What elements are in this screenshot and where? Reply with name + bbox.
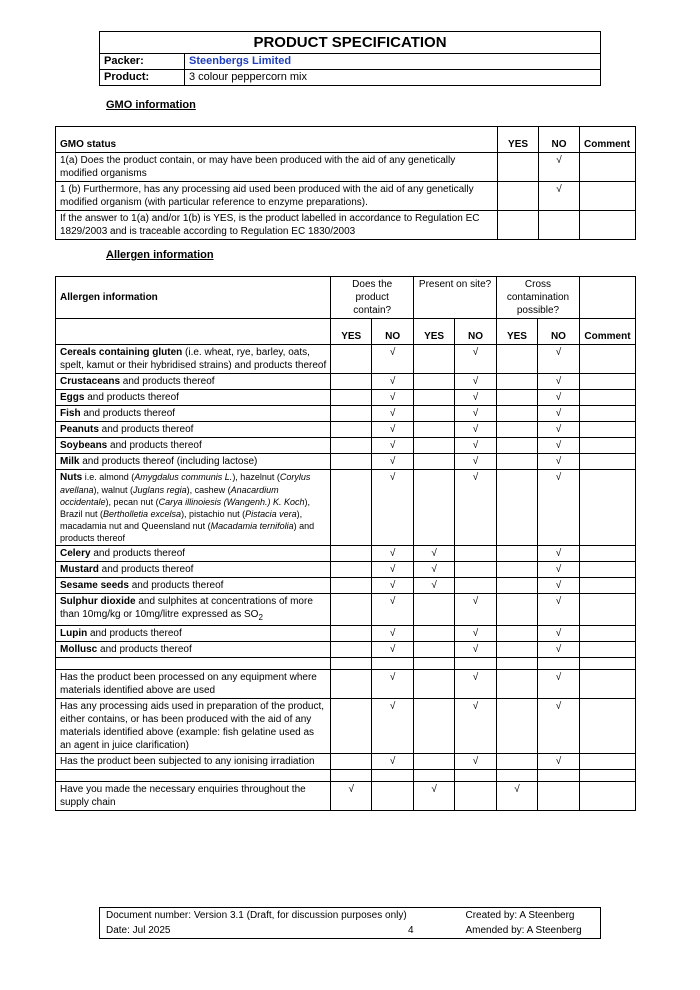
sesame-site-yes-cell: √ [414, 578, 455, 594]
celery-site-no-cell [455, 546, 497, 562]
crustaceans-contain-yes-cell [331, 374, 372, 390]
crustaceans-comment-cell [579, 374, 635, 390]
fish-cross-no-cell: √ [537, 406, 579, 422]
irradiation-cross-yes-cell [497, 754, 538, 770]
irradiation-site-no-cell: √ [455, 754, 497, 770]
lupin-site-no-cell: √ [455, 626, 497, 642]
table-row [56, 390, 636, 406]
peanuts-contain-yes-cell [331, 422, 372, 438]
milk-cross-no-cell: √ [537, 454, 579, 470]
fish-contain-yes-cell [331, 406, 372, 422]
nuts-site-no-cell: √ [455, 470, 497, 546]
enquiries-comment-cell [579, 782, 635, 811]
nuts-comment-cell [579, 470, 635, 546]
gmo-question-labelling: If the answer to 1(a) and/or 1(b) is YES, is the product labelled in accordance to Regulation EC 1829/2003 and is traceable according to Regulation EC 1830/2003 [56, 211, 498, 240]
mustard-comment-cell [579, 562, 635, 578]
cross-no-header: NO [537, 319, 579, 345]
soybeans-comment-cell [579, 438, 635, 454]
table-row [56, 699, 636, 754]
mollusc-site-yes-cell [414, 642, 455, 658]
question-enquiries: Have you made the necessary enquiries throughout the supply chain [56, 782, 331, 811]
eggs-contain-no-cell: √ [372, 390, 414, 406]
table-row [56, 594, 636, 626]
yn-header-blank [56, 319, 331, 345]
table-row [56, 470, 636, 546]
packer-value: Steenbergs Limited [185, 54, 601, 70]
irradiation-site-yes-cell [414, 754, 455, 770]
enquiries-cross-no-cell [537, 782, 579, 811]
table-row [56, 642, 636, 658]
group-header-blank [579, 277, 635, 319]
celery-contain-yes-cell [331, 546, 372, 562]
gmo-yes-header: YES [498, 127, 539, 153]
celery-contain-no-cell: √ [372, 546, 414, 562]
gmo-comment-header: Comment [579, 127, 635, 153]
equipment-cross-no-cell: √ [537, 670, 579, 699]
sulphur-cross-no-cell: √ [537, 594, 579, 626]
mustard-cross-yes-cell [497, 562, 538, 578]
irradiation-comment-cell [579, 754, 635, 770]
gmo-status-header: GMO status [56, 127, 498, 153]
processing-site-yes-cell [414, 699, 455, 754]
table-row [56, 454, 636, 470]
processing-site-no-cell: √ [455, 699, 497, 754]
mollusc-cross-yes-cell [497, 642, 538, 658]
allergen-sulphur-label: Sulphur dioxide and sulphites at concentrations of more than 10mg/kg or 10mg/litre expressed as $SO_2$ [56, 594, 331, 626]
sulphur-cross-yes-cell [497, 594, 538, 626]
gmo-question-1a: 1(a) Does the product contain, or may have been produced with the aid of any genetically modified organisms [56, 153, 498, 182]
table-row [56, 345, 636, 374]
mustard-site-no-cell [455, 562, 497, 578]
table-row [56, 374, 636, 390]
lupin-contain-no-cell: √ [372, 626, 414, 642]
eggs-site-yes-cell [414, 390, 455, 406]
sesame-comment-cell [579, 578, 635, 594]
crustaceans-site-yes-cell [414, 374, 455, 390]
allergen-mollusc-label: Mollusc and products thereof [56, 642, 331, 658]
allergen-sesame-label: Sesame seeds and products thereof [56, 578, 331, 594]
group-header-site: Present on site? [414, 277, 497, 319]
celery-cross-no-cell: √ [537, 546, 579, 562]
gmo-1b-no: √ [539, 182, 580, 211]
sulphur-contain-no-cell: √ [372, 594, 414, 626]
lupin-cross-no-cell: √ [537, 626, 579, 642]
sesame-cross-no-cell: √ [537, 578, 579, 594]
irradiation-contain-yes-cell [331, 754, 372, 770]
eggs-cross-no-cell: √ [537, 390, 579, 406]
allergen-crustaceans-label: Crustaceans and products thereof [56, 374, 331, 390]
milk-contain-yes-cell [331, 454, 372, 470]
footer-created-by: Created by: A Steenberg [465, 910, 575, 921]
irradiation-contain-no-cell: √ [372, 754, 414, 770]
equipment-contain-yes-cell [331, 670, 372, 699]
page-title: PRODUCT SPECIFICATION [100, 32, 601, 54]
nuts-contain-no-cell: √ [372, 470, 414, 546]
mustard-contain-yes-cell [331, 562, 372, 578]
processing-contain-yes-cell [331, 699, 372, 754]
sesame-contain-yes-cell [331, 578, 372, 594]
lupin-contain-yes-cell [331, 626, 372, 642]
nuts-cross-yes-cell [497, 470, 538, 546]
question-processing-aids: Has any processing aids used in preparation of the product, either contains, or has been produced with the aid of any materials identified above (example: fish gelatine used as an agent in juice clarification) [56, 699, 331, 754]
mustard-site-yes-cell: √ [414, 562, 455, 578]
nuts-contain-yes-cell [331, 470, 372, 546]
product-value: 3 colour peppercorn mix [185, 70, 601, 86]
site-yes-header: YES [414, 319, 455, 345]
peanuts-contain-no-cell: √ [372, 422, 414, 438]
enquiries-cross-yes-cell: √ [497, 782, 538, 811]
cereals-cross-no-cell: √ [537, 345, 579, 374]
fish-contain-no-cell: √ [372, 406, 414, 422]
eggs-comment-cell [579, 390, 635, 406]
soybeans-contain-yes-cell [331, 438, 372, 454]
allergen-nuts-label: Nuts i.e. almond (Amygdalus communis L.), hazelnut (Corylus avellana), walnut (Juglans regia), cashew (Anacardium occidentale), pecan nut (Carya illinoiesis (Wangenh.) K. Koch), Brazil nut (Bertholletia excelsa), pistachio nut (Pistacia vera), macadamia nut and Queensland nut (Macadamia ternifolia) and products thereof [56, 470, 331, 546]
gmo-1a-no: √ [539, 153, 580, 182]
question-irradiation: Has the product been subjected to any ionising irradiation [56, 754, 331, 770]
allergen-fish-label: Fish and products thereof [56, 406, 331, 422]
table-row [56, 562, 636, 578]
table-row [56, 626, 636, 642]
spacer-row [56, 658, 636, 670]
cereals-site-no-cell: √ [455, 345, 497, 374]
cereals-contain-no-cell: √ [372, 345, 414, 374]
table-row [56, 153, 636, 182]
allergen-peanuts-label: Peanuts and products thereof [56, 422, 331, 438]
footer-date: Date: Jul 2025 [106, 925, 171, 936]
equipment-site-no-cell: √ [455, 670, 497, 699]
sulphur-site-yes-cell [414, 594, 455, 626]
footer-amended-by: Amended by: A Steenberg [465, 925, 582, 936]
gmo-1b-comment [579, 182, 635, 211]
milk-cross-yes-cell [497, 454, 538, 470]
table-row [56, 182, 636, 211]
gmo-labelling-yes [498, 211, 539, 240]
table-row [56, 670, 636, 699]
gmo-heading: GMO information [106, 99, 196, 111]
equipment-comment-cell [579, 670, 635, 699]
cereals-site-yes-cell [414, 345, 455, 374]
celery-cross-yes-cell [497, 546, 538, 562]
soybeans-site-no-cell: √ [455, 438, 497, 454]
enquiries-contain-yes-cell: √ [331, 782, 372, 811]
gmo-question-1b: 1 (b) Furthermore, has any processing aid used been produced with the aid of any genetically modified organism (with particular reference to enzyme preparations). [56, 182, 498, 211]
peanuts-site-yes-cell [414, 422, 455, 438]
milk-site-yes-cell [414, 454, 455, 470]
mollusc-contain-no-cell: √ [372, 642, 414, 658]
group-header-contain: Does the product contain? [331, 277, 414, 319]
product-label: Product: [100, 70, 185, 86]
nuts-site-yes-cell [414, 470, 455, 546]
table-row [56, 422, 636, 438]
sesame-site-no-cell [455, 578, 497, 594]
nuts-cross-no-cell: √ [537, 470, 579, 546]
processing-cross-yes-cell [497, 699, 538, 754]
celery-site-yes-cell: √ [414, 546, 455, 562]
soybeans-site-yes-cell [414, 438, 455, 454]
cross-yes-header: YES [497, 319, 538, 345]
table-row [56, 406, 636, 422]
peanuts-site-no-cell: √ [455, 422, 497, 438]
allergen-soybeans-label: Soybeans and products thereof [56, 438, 331, 454]
fish-site-no-cell: √ [455, 406, 497, 422]
table-row [56, 782, 636, 811]
sulphur-contain-yes-cell [331, 594, 372, 626]
eggs-cross-yes-cell [497, 390, 538, 406]
milk-site-no-cell: √ [455, 454, 497, 470]
fish-cross-yes-cell [497, 406, 538, 422]
allergen-mustard-label: Mustard and products thereof [56, 562, 331, 578]
gmo-table [55, 126, 636, 240]
peanuts-cross-yes-cell [497, 422, 538, 438]
allergen-cereals-label: Cereals containing gluten (i.e. wheat, rye, barley, oats, spelt, kamut or their hybridised strains) and products thereof [56, 345, 331, 374]
mustard-cross-no-cell: √ [537, 562, 579, 578]
spec-header-table [99, 31, 601, 86]
question-equipment: Has the product been processed on any equipment where materials identified above are used [56, 670, 331, 699]
mollusc-cross-no-cell: √ [537, 642, 579, 658]
peanuts-comment-cell [579, 422, 635, 438]
packer-label: Packer: [100, 54, 185, 70]
cereals-cross-yes-cell [497, 345, 538, 374]
sesame-contain-no-cell: √ [372, 578, 414, 594]
crustaceans-cross-no-cell: √ [537, 374, 579, 390]
table-row [56, 754, 636, 770]
gmo-no-header: NO [539, 127, 580, 153]
irradiation-cross-no-cell: √ [537, 754, 579, 770]
soybeans-contain-no-cell: √ [372, 438, 414, 454]
table-row [56, 211, 636, 240]
sesame-cross-yes-cell [497, 578, 538, 594]
allergen-heading: Allergen information [106, 249, 214, 261]
allergen-label-header: Allergen information [56, 277, 331, 319]
processing-cross-no-cell: √ [537, 699, 579, 754]
group-header-cross: Cross contamination possible? [497, 277, 580, 319]
eggs-site-no-cell: √ [455, 390, 497, 406]
gmo-1b-yes [498, 182, 539, 211]
mollusc-site-no-cell: √ [455, 642, 497, 658]
equipment-cross-yes-cell [497, 670, 538, 699]
equipment-site-yes-cell [414, 670, 455, 699]
allergen-milk-label: Milk and products thereof (including lactose) [56, 454, 331, 470]
lupin-cross-yes-cell [497, 626, 538, 642]
milk-comment-cell [579, 454, 635, 470]
mustard-contain-no-cell: √ [372, 562, 414, 578]
allergen-lupin-label: Lupin and products thereof [56, 626, 331, 642]
contain-yes-header: YES [331, 319, 372, 345]
cereals-contain-yes-cell [331, 345, 372, 374]
processing-comment-cell [579, 699, 635, 754]
peanuts-cross-no-cell: √ [537, 422, 579, 438]
allergen-celery-label: Celery and products thereof [56, 546, 331, 562]
soybeans-cross-yes-cell [497, 438, 538, 454]
enquiries-site-yes-cell: √ [414, 782, 455, 811]
crustaceans-cross-yes-cell [497, 374, 538, 390]
gmo-labelling-comment [579, 211, 635, 240]
site-no-header: NO [455, 319, 497, 345]
table-row [56, 578, 636, 594]
celery-comment-cell [579, 546, 635, 562]
enquiries-contain-no-cell [372, 782, 414, 811]
equipment-contain-no-cell: √ [372, 670, 414, 699]
gmo-labelling-no [539, 211, 580, 240]
table-row [56, 438, 636, 454]
soybeans-cross-no-cell: √ [537, 438, 579, 454]
page-footer [99, 907, 601, 939]
allergen-table [55, 276, 636, 811]
table-row [56, 546, 636, 562]
mollusc-contain-yes-cell [331, 642, 372, 658]
mollusc-comment-cell [579, 642, 635, 658]
fish-comment-cell [579, 406, 635, 422]
sulphur-site-no-cell: √ [455, 594, 497, 626]
fish-site-yes-cell [414, 406, 455, 422]
gmo-1a-yes [498, 153, 539, 182]
footer-page-number: 4 [407, 925, 414, 936]
contain-no-header: NO [372, 319, 414, 345]
processing-contain-no-cell: √ [372, 699, 414, 754]
lupin-comment-cell [579, 626, 635, 642]
lupin-site-yes-cell [414, 626, 455, 642]
cereals-comment-cell [579, 345, 635, 374]
sulphur-comment-cell [579, 594, 635, 626]
spacer-row [56, 770, 636, 782]
gmo-1a-comment [579, 153, 635, 182]
comment-header: Comment [579, 319, 635, 345]
enquiries-site-no-cell [455, 782, 497, 811]
milk-contain-no-cell: √ [372, 454, 414, 470]
allergen-eggs-label: Eggs and products thereof [56, 390, 331, 406]
crustaceans-site-no-cell: √ [455, 374, 497, 390]
footer-doc-number: Document number: Version 3.1 (Draft, for discussion purposes only) [106, 910, 407, 921]
crustaceans-contain-no-cell: √ [372, 374, 414, 390]
eggs-contain-yes-cell [331, 390, 372, 406]
